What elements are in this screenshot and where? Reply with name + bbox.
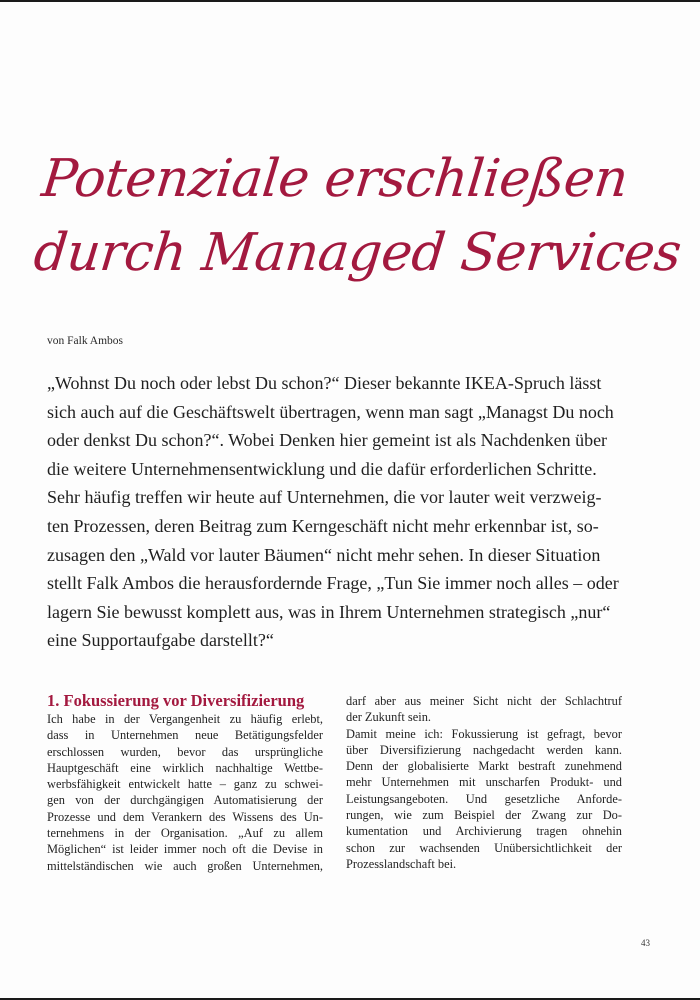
intro-line: stellt Falk Ambos die herausfordernde Frage, „Tun Sie immer noch alles – oder — [47, 573, 619, 594]
body-line: schon zur wachsenden Unübersichtlichkeit der — [346, 840, 622, 855]
body-line: Möglichen“ ist leider immer noch oft die Devise in — [47, 842, 323, 857]
intro-line: „Wohnst Du noch oder lebst Du schon?“ Dieser bekannte IKEA-Spruch lässt — [47, 373, 602, 393]
body-line: rungen, wie zum Beispiel der Zwang zur Do- — [346, 808, 622, 823]
page-number: 43 — [641, 938, 650, 948]
intro-line: die weitere Unternehmensentwicklung und die dafür erforderlichen Schritte. — [47, 458, 597, 479]
intro-line: ten Prozessen, deren Beitrag zum Kerngeschäft nicht mehr erkennbar ist, so- — [47, 515, 599, 536]
intro-paragraph — [47, 369, 622, 655]
body-line: darf aber aus meiner Sicht nicht der Schlachtruf — [346, 694, 622, 708]
body-line: Hauptgeschäft eine wirklich nachhaltige Wettbe- — [47, 760, 323, 775]
body-line: Denn der globalisierte Markt bestraft zunehmend — [346, 759, 622, 774]
body-line: gen von der durchgängigen Automatisierung der — [47, 793, 323, 808]
intro-line: sich auch auf die Geschäftswelt übertragen, wenn man sagt „Managst Du noch — [47, 401, 614, 422]
body-column-right — [346, 693, 622, 872]
body-line: Damit meine ich: Fokussierung ist gefragt, bevor — [346, 726, 622, 741]
body-line: Leistungsangeboten. Und gesetzliche Anforde- — [346, 791, 622, 806]
body-line: erschlossen wurden, bevor das ursprüngliche — [47, 744, 323, 759]
intro-line: zusagen den „Wald vor lauter Bäumen“ nicht mehr sehen. In dieser Situation — [47, 544, 601, 565]
intro-line: oder denkst Du schon?“. Wobei Denken hier gemeint ist als Nachdenken über — [47, 430, 608, 451]
author-byline: von Falk Ambos — [47, 335, 124, 347]
title-line-1: Potenziale erschließen — [38, 149, 631, 209]
body-line: über Diversifizierung nachgedacht werden kann. — [346, 742, 622, 757]
section-heading: 1. Fokussierung vor Diversifizierung — [47, 691, 305, 710]
body-line: mehr Unternehmen mit unscharfen Produkt- und — [346, 775, 622, 790]
intro-line: eine Supportaufgabe darstellt?“ — [47, 630, 274, 651]
article-title — [30, 142, 684, 290]
body-line: ternehmens in der Organisation. „Auf zu allem — [47, 826, 323, 841]
title-line-2: durch Managed Services — [31, 223, 684, 283]
body-line: Prozesse und dem Verankern des Wissens des Un- — [47, 809, 323, 824]
body-column-left — [47, 691, 323, 874]
body-line: der Zukunft sein. — [346, 710, 431, 725]
top-border — [0, 0, 700, 2]
intro-line: lagern Sie bewusst komplett aus, was in Ihrem Unternehmen strategisch „nur“ — [47, 601, 611, 622]
body-line: dass in Unternehmen neue Betätigungsfelder — [47, 728, 323, 743]
body-line: Ich habe in der Vergangenheit zu häufig erlebt, — [47, 712, 323, 726]
body-line: mittelständischen wie auch großen Unternehmen, — [47, 858, 323, 873]
body-line: kumentation und Archivierung tragen ohnehin — [346, 824, 622, 839]
body-line: werbsfähigkeit entwickelt hatte – ganz zu schwei- — [47, 777, 323, 792]
body-line: Prozesslandschaft bei. — [346, 856, 457, 871]
intro-line: Sehr häufig treffen wir heute auf Unternehmen, die vor lauter weit verzweig- — [47, 487, 602, 508]
